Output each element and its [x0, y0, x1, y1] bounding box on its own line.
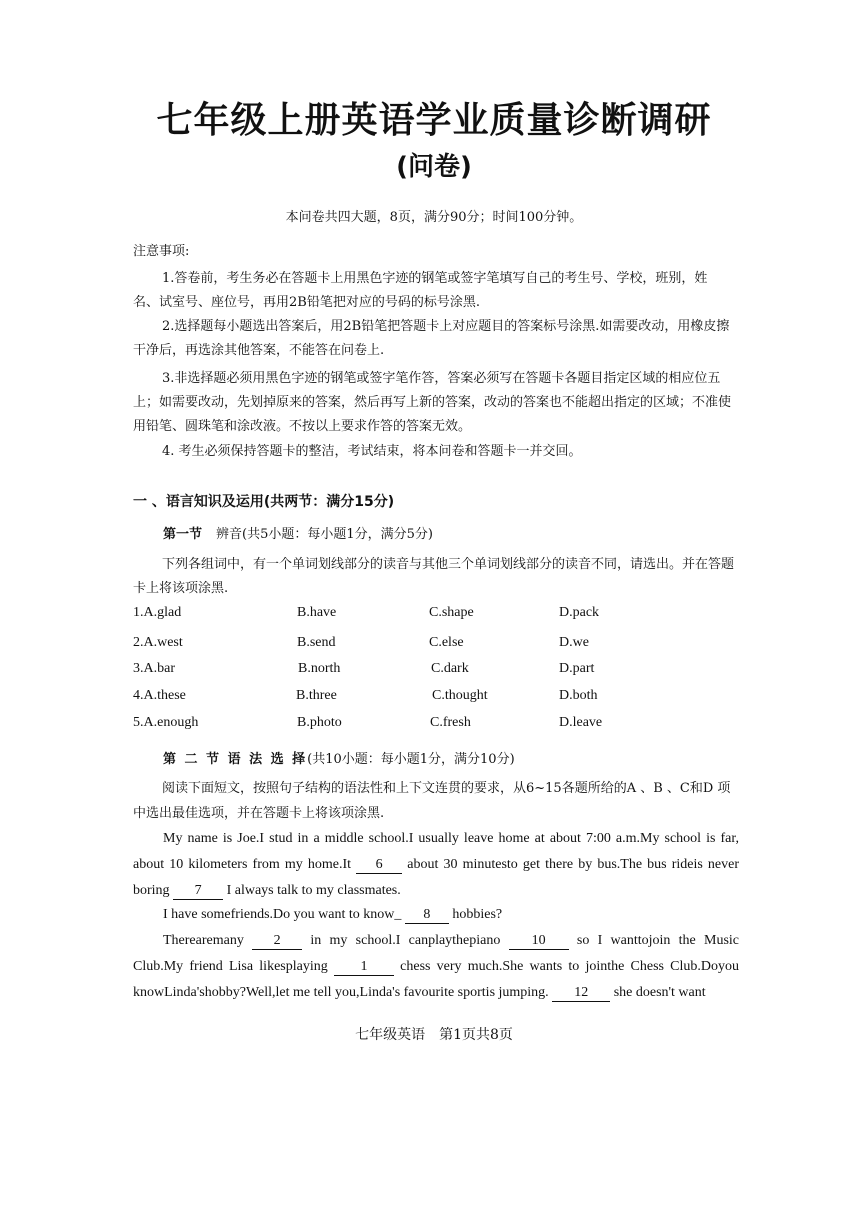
q1-option-d: D.pack — [559, 605, 600, 620]
q2-option-a: 2.A.west — [133, 635, 183, 650]
q3-option-a: 3.A.bar — [133, 661, 175, 676]
passage-text: I always talk to my classmates. — [226, 883, 401, 898]
passage-text: I have somefriends.Do you want to know — [163, 907, 395, 922]
passage-text: Therearemany — [163, 933, 244, 948]
page-subtitle: (问卷) — [396, 152, 472, 182]
blank-7: 7 — [173, 883, 223, 900]
q2-option-c: C.else — [429, 635, 464, 650]
blank-12: 12 — [552, 985, 610, 1002]
page-footer: 七年级英语 第1页共8页 — [355, 1027, 513, 1043]
part-1-heading — [163, 523, 433, 542]
blank-10: 10 — [509, 933, 569, 950]
q4-option-c: C.thought — [432, 688, 488, 703]
blank-8: 8 — [405, 907, 449, 924]
part-2-title: (共10小题：每小题1分，满分10分) — [307, 752, 515, 767]
q5-option-a: 5.A.enough — [133, 715, 199, 730]
q5-option-c: C.fresh — [430, 715, 471, 730]
passage-text: so I wanttojoin the Music Club.My friend Lisa likesplaying — [133, 933, 740, 974]
part-1-label: 第一节 — [163, 527, 203, 542]
q1-option-c: C.shape — [429, 605, 474, 620]
notes-heading: 注意事项: — [133, 244, 190, 259]
part-2-label: 第 二 节 语 法 选 择 — [163, 752, 308, 767]
q3-option-b: B.north — [298, 661, 341, 676]
part-2-instruction: 阅读下面短文，按照句子结构的语法性和上下文连贯的要求，从6~15各题所给的A 、B 、C和D 项中选出最佳选项，并在答题卡上将该项涂黑. — [133, 781, 731, 821]
passage-paragraph-2: I have somefriends.Do you want to know_ 8 hobbies? — [163, 907, 503, 922]
blank-2: 2 — [252, 933, 302, 950]
q3-option-c: C.dark — [431, 661, 469, 676]
passage-text: chess very much.She wants to jointhe Chess Club.Doyou knowLinda'shobby?Well,let me tell you,Linda's favourite sportis jumping. — [133, 959, 740, 1000]
part-1-title: 辨音(共5小题：每小题1分，满分5分) — [216, 527, 433, 542]
q5-option-b: B.photo — [297, 715, 342, 730]
blank-1: 1 — [334, 959, 394, 976]
passage-text: My name is Joe.I stud in a middle school.I usually leave home at about 7:00 a.m.My school is far, about 10 kilometers from my home.It — [133, 831, 739, 872]
note-item-3: 3.非选择题必须用黑色字迹的钢笔或签字笔作答，答案必须写在答题卡各题目指定区域的相应位五上；如需要改动，先划掉原来的答案，然后再写上新的答案，改动的答案也不能超出指定的区域；不准使用铅笔、圆珠笔和涂改液。不按以上要求作答的答案无效。 — [133, 371, 732, 434]
passage-text: in my school.I canplaythepiano — [310, 933, 501, 948]
q1-option-a: 1.A.glad — [133, 605, 182, 620]
note-item-4: 4. 考生必须保持答题卡的整洁，考试结束，将本问卷和答题卡一并交回。 — [162, 444, 582, 459]
exam-info: 本问卷共四大题，8页，满分90分；时间100分钟。 — [285, 210, 583, 225]
passage-text: hobbies? — [452, 907, 503, 922]
part-2-heading — [163, 748, 515, 767]
q5-option-d: D.leave — [559, 715, 603, 730]
q3-option-d: D.part — [559, 661, 595, 676]
q2-option-b: B.send — [297, 635, 336, 650]
section-1-heading: 一 、语言知识及运用(共两节：满分15分) — [133, 494, 395, 510]
passage-text: she doesn't want — [613, 985, 706, 1000]
q1-option-b: B.have — [297, 605, 337, 620]
passage-paragraph-1 — [133, 826, 739, 904]
page-title: 七年级上册英语学业质量诊断调研 — [156, 100, 712, 141]
q4-option-d: D.both — [559, 688, 598, 703]
passage-paragraph-3 — [133, 928, 739, 1006]
q4-option-a: 4.A.these — [133, 688, 186, 703]
passage-text: about 30 minutesto get there by bus.The bus rideis never boring — [133, 857, 740, 898]
note-item-2: 2.选择题每小题选出答案后，用2B铅笔把答题卡上对应题目的答案标号涂黑.如需要改动，用橡皮擦干净后，再选涂其他答案，不能答在问卷上. — [133, 319, 730, 358]
blank-6: 6 — [356, 857, 402, 874]
q2-option-d: D.we — [559, 635, 589, 650]
part-1-instruction: 下列各组词中，有一个单词划线部分的读音与其他三个单词划线部分的读音不同，请选出。并在答题卡上将该项涂黑. — [133, 557, 735, 596]
note-item-1: 1.答卷前，考生务必在答题卡上用黑色字迹的钢笔或签字笔填写自己的考生号、学校，班别，姓名、试室号、座位号，再用2B铅笔把对应的号码的标号涂黑. — [133, 271, 708, 310]
q4-option-b: B.three — [296, 688, 337, 703]
